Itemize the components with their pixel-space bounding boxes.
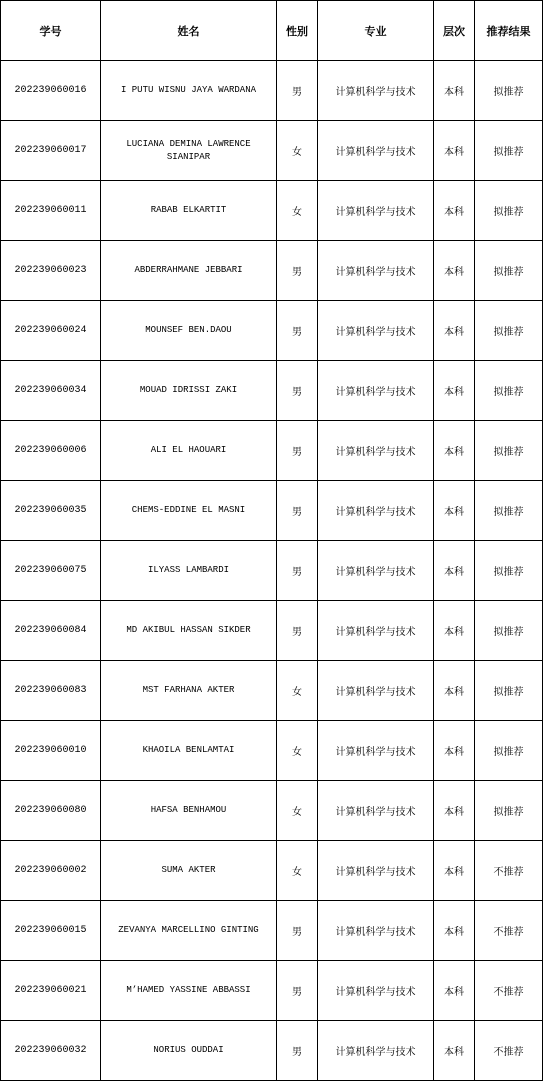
cell-result: 拟推荐 xyxy=(475,481,543,541)
cell-result: 不推荐 xyxy=(475,901,543,961)
cell-result: 拟推荐 xyxy=(475,721,543,781)
cell-student-id: 202239060011 xyxy=(1,181,101,241)
cell-gender: 男 xyxy=(277,421,318,481)
cell-student-id: 202239060075 xyxy=(1,541,101,601)
cell-name: LUCIANA DEMINA LAWRENCE SIANIPAR xyxy=(101,121,277,181)
table-body xyxy=(1,61,543,1081)
cell-gender: 男 xyxy=(277,541,318,601)
cell-major: 计算机科学与技术 xyxy=(318,301,434,361)
cell-name: MOUAD IDRISSI ZAKI xyxy=(101,361,277,421)
cell-level: 本科 xyxy=(434,421,475,481)
cell-gender: 男 xyxy=(277,1021,318,1081)
cell-name: SUMA AKTER xyxy=(101,841,277,901)
table-row xyxy=(1,361,543,421)
cell-name: RABAB ELKARTIT xyxy=(101,181,277,241)
table-row xyxy=(1,1021,543,1081)
header-result: 推荐结果 xyxy=(475,1,543,61)
cell-student-id: 202239060016 xyxy=(1,61,101,121)
cell-major: 计算机科学与技术 xyxy=(318,661,434,721)
cell-student-id: 202239060021 xyxy=(1,961,101,1021)
cell-student-id: 202239060010 xyxy=(1,721,101,781)
cell-level: 本科 xyxy=(434,901,475,961)
cell-gender: 女 xyxy=(277,181,318,241)
cell-major: 计算机科学与技术 xyxy=(318,181,434,241)
cell-result: 不推荐 xyxy=(475,841,543,901)
cell-name: MST FARHANA AKTER xyxy=(101,661,277,721)
cell-student-id: 202239060080 xyxy=(1,781,101,841)
cell-name: HAFSA BENHAMOU xyxy=(101,781,277,841)
cell-name: NORIUS OUDDAI xyxy=(101,1021,277,1081)
table-row xyxy=(1,61,543,121)
cell-student-id: 202239060006 xyxy=(1,421,101,481)
table-row xyxy=(1,961,543,1021)
cell-result: 拟推荐 xyxy=(475,121,543,181)
cell-level: 本科 xyxy=(434,241,475,301)
cell-name: ALI EL HAOUARI xyxy=(101,421,277,481)
cell-student-id: 202239060084 xyxy=(1,601,101,661)
table-row xyxy=(1,841,543,901)
cell-name: CHEMS-EDDINE EL MASNI xyxy=(101,481,277,541)
cell-student-id: 202239060023 xyxy=(1,241,101,301)
cell-name: I PUTU WISNU JAYA WARDANA xyxy=(101,61,277,121)
cell-gender: 女 xyxy=(277,841,318,901)
cell-level: 本科 xyxy=(434,301,475,361)
cell-name: M’HAMED YASSINE ABBASSI xyxy=(101,961,277,1021)
cell-gender: 男 xyxy=(277,961,318,1021)
table-row xyxy=(1,301,543,361)
cell-gender: 女 xyxy=(277,121,318,181)
cell-gender: 男 xyxy=(277,61,318,121)
cell-major: 计算机科学与技术 xyxy=(318,481,434,541)
cell-student-id: 202239060083 xyxy=(1,661,101,721)
cell-level: 本科 xyxy=(434,661,475,721)
cell-result: 拟推荐 xyxy=(475,181,543,241)
cell-level: 本科 xyxy=(434,181,475,241)
cell-level: 本科 xyxy=(434,481,475,541)
cell-name: KHAOILA BENLAMTAI xyxy=(101,721,277,781)
table-row xyxy=(1,421,543,481)
cell-result: 拟推荐 xyxy=(475,661,543,721)
cell-level: 本科 xyxy=(434,961,475,1021)
cell-gender: 男 xyxy=(277,601,318,661)
cell-student-id: 202239060024 xyxy=(1,301,101,361)
cell-result: 拟推荐 xyxy=(475,361,543,421)
cell-name: MOUNSEF BEN.DAOU xyxy=(101,301,277,361)
cell-result: 拟推荐 xyxy=(475,241,543,301)
cell-level: 本科 xyxy=(434,61,475,121)
table-row xyxy=(1,121,543,181)
header-student-id: 学号 xyxy=(1,1,101,61)
cell-level: 本科 xyxy=(434,721,475,781)
cell-major: 计算机科学与技术 xyxy=(318,781,434,841)
cell-result: 拟推荐 xyxy=(475,781,543,841)
cell-gender: 男 xyxy=(277,481,318,541)
cell-gender: 男 xyxy=(277,301,318,361)
cell-gender: 女 xyxy=(277,661,318,721)
table-row xyxy=(1,901,543,961)
cell-student-id: 202239060032 xyxy=(1,1021,101,1081)
cell-gender: 男 xyxy=(277,361,318,421)
cell-result: 拟推荐 xyxy=(475,601,543,661)
cell-result: 拟推荐 xyxy=(475,541,543,601)
cell-result: 不推荐 xyxy=(475,961,543,1021)
cell-major: 计算机科学与技术 xyxy=(318,1021,434,1081)
cell-level: 本科 xyxy=(434,361,475,421)
cell-major: 计算机科学与技术 xyxy=(318,841,434,901)
cell-major: 计算机科学与技术 xyxy=(318,121,434,181)
cell-student-id: 202239060017 xyxy=(1,121,101,181)
cell-gender: 女 xyxy=(277,721,318,781)
cell-major: 计算机科学与技术 xyxy=(318,541,434,601)
cell-level: 本科 xyxy=(434,601,475,661)
cell-level: 本科 xyxy=(434,781,475,841)
cell-major: 计算机科学与技术 xyxy=(318,721,434,781)
cell-student-id: 202239060034 xyxy=(1,361,101,421)
cell-level: 本科 xyxy=(434,121,475,181)
table-row xyxy=(1,241,543,301)
cell-major: 计算机科学与技术 xyxy=(318,961,434,1021)
table-row xyxy=(1,181,543,241)
table-row xyxy=(1,781,543,841)
cell-level: 本科 xyxy=(434,541,475,601)
cell-level: 本科 xyxy=(434,1021,475,1081)
header-row xyxy=(1,1,543,61)
cell-result: 不推荐 xyxy=(475,1021,543,1081)
cell-major: 计算机科学与技术 xyxy=(318,901,434,961)
cell-student-id: 202239060035 xyxy=(1,481,101,541)
cell-result: 拟推荐 xyxy=(475,61,543,121)
header-major: 专业 xyxy=(318,1,434,61)
cell-name: ZEVANYA MARCELLINO GINTING xyxy=(101,901,277,961)
table-row xyxy=(1,541,543,601)
cell-student-id: 202239060015 xyxy=(1,901,101,961)
table-row xyxy=(1,721,543,781)
cell-major: 计算机科学与技术 xyxy=(318,601,434,661)
cell-level: 本科 xyxy=(434,841,475,901)
cell-name: ABDERRAHMANE JEBBARI xyxy=(101,241,277,301)
cell-name: ILYASS LAMBARDI xyxy=(101,541,277,601)
cell-major: 计算机科学与技术 xyxy=(318,241,434,301)
header-name: 姓名 xyxy=(101,1,277,61)
header-gender: 性别 xyxy=(277,1,318,61)
cell-gender: 男 xyxy=(277,901,318,961)
table-row xyxy=(1,601,543,661)
table-row xyxy=(1,481,543,541)
cell-result: 拟推荐 xyxy=(475,421,543,481)
table-row xyxy=(1,661,543,721)
cell-major: 计算机科学与技术 xyxy=(318,61,434,121)
cell-gender: 女 xyxy=(277,781,318,841)
cell-gender: 男 xyxy=(277,241,318,301)
header-level: 层次 xyxy=(434,1,475,61)
cell-name: MD AKIBUL HASSAN SIKDER xyxy=(101,601,277,661)
cell-major: 计算机科学与技术 xyxy=(318,421,434,481)
cell-student-id: 202239060002 xyxy=(1,841,101,901)
cell-major: 计算机科学与技术 xyxy=(318,361,434,421)
cell-result: 拟推荐 xyxy=(475,301,543,361)
